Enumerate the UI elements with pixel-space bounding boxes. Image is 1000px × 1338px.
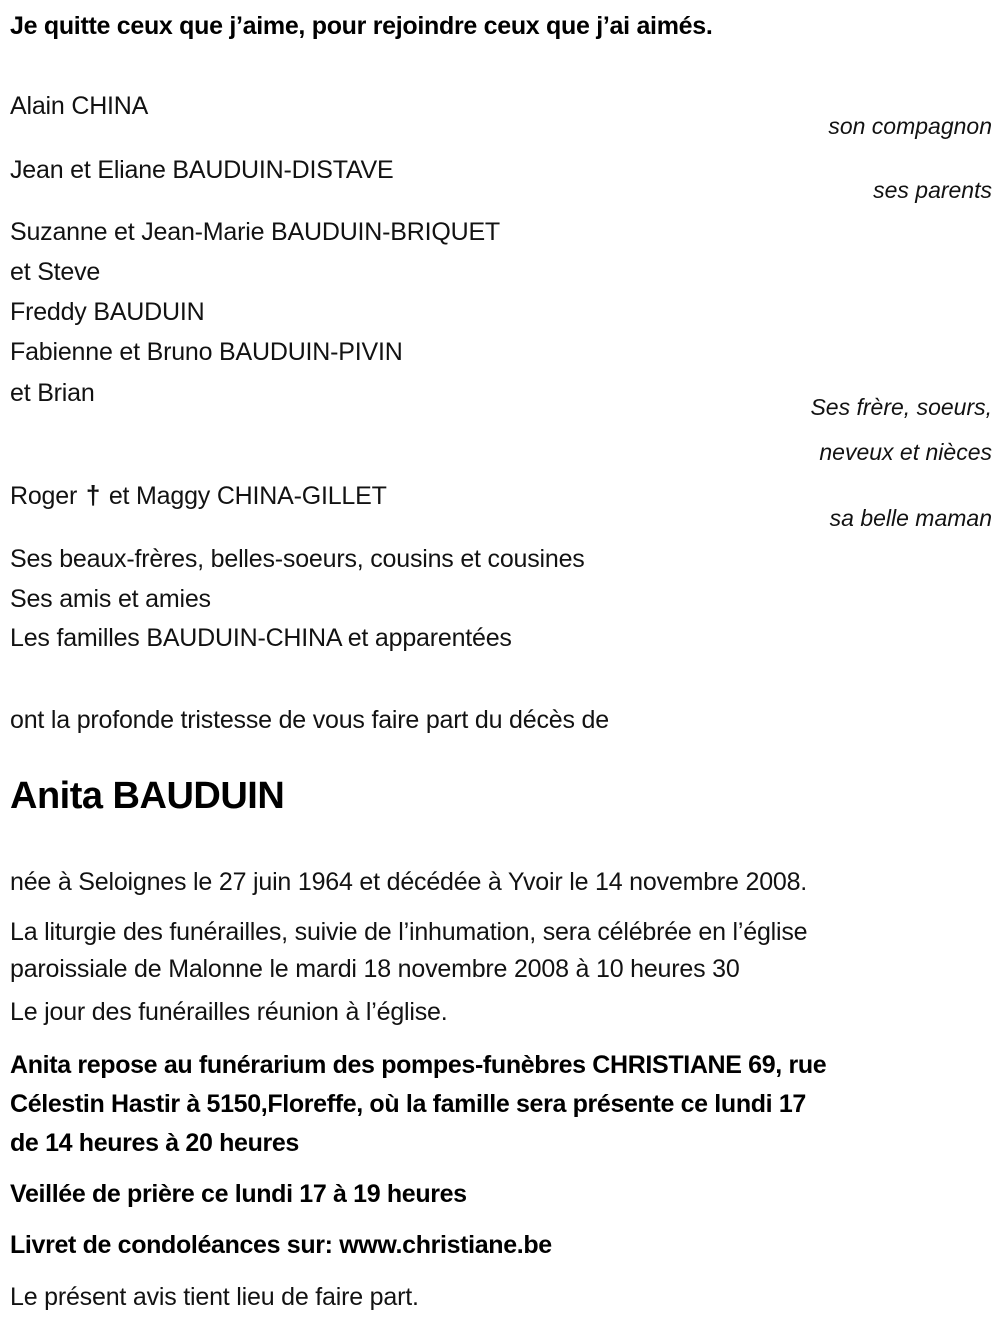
funeral-home-line: Anita repose au funérarium des pompes-funèbres CHRISTIANE 69, rue (10, 1051, 827, 1079)
deceased-name: Anita BAUDUIN (10, 775, 285, 817)
mourner-name: Freddy BAUDUIN (10, 298, 205, 326)
mourner-name: et Steve (10, 258, 101, 286)
mourner-relation: Ses frère, soeurs, (810, 394, 992, 420)
condolences-line: Livret de condoléances sur: www.christiane.be (10, 1231, 552, 1259)
mourner-name: et Brian (10, 379, 95, 407)
mourner-name: Alain CHINA (10, 92, 149, 120)
funeral-home-line: de 14 heures à 20 heures (10, 1129, 299, 1157)
footer-note: Le présent avis tient lieu de faire part. (10, 1283, 419, 1311)
mourner-name-after-cross: et Maggy CHINA-GILLET (102, 482, 387, 510)
other-mourner-line: Ses amis et amies (10, 585, 211, 613)
birth-death-line: née à Seloignes le 27 juin 1964 et décédée à Yvoir le 14 novembre 2008. (10, 868, 808, 896)
mourner-relation: neveux et nièces (819, 439, 992, 465)
funeral-home-line: Célestin Hastir à 5150,Floreffe, où la famille sera présente ce lundi 17 (10, 1090, 806, 1118)
prayer-vigil-line: Veillée de prière ce lundi 17 à 19 heures (10, 1180, 467, 1208)
mourner-name: Suzanne et Jean-Marie BAUDUIN-BRIQUET (10, 218, 500, 246)
other-mourner-line: Les familles BAUDUIN-CHINA et apparentées (10, 624, 512, 652)
epigraph-quote: Je quitte ceux que j’aime, pour rejoindre ceux que j’ai aimés. (10, 12, 713, 40)
announcement-text: ont la profonde tristesse de vous faire part du décès de (10, 706, 609, 734)
mourner-relation: sa belle maman (829, 505, 992, 531)
service-reunion-line: Le jour des funérailles réunion à l’église. (10, 998, 448, 1026)
deceased-cross-icon: † (85, 480, 101, 510)
other-mourner-line: Ses beaux-frères, belles-soeurs, cousins et cousines (10, 545, 585, 573)
mourner-name: Fabienne et Bruno BAUDUIN-PIVIN (10, 338, 403, 366)
mourner-relation: ses parents (873, 177, 992, 203)
mourner-relation: son compagnon (828, 113, 992, 139)
mourner-name-before-cross: Roger (10, 482, 84, 510)
mourner-name: Jean et Eliane BAUDUIN-DISTAVE (10, 156, 394, 184)
service-line: La liturgie des funérailles, suivie de l’inhumation, sera célébrée en l’église (10, 918, 808, 946)
service-line: paroissiale de Malonne le mardi 18 novembre 2008 à 10 heures 30 (10, 955, 740, 983)
mourner-name (10, 482, 387, 509)
